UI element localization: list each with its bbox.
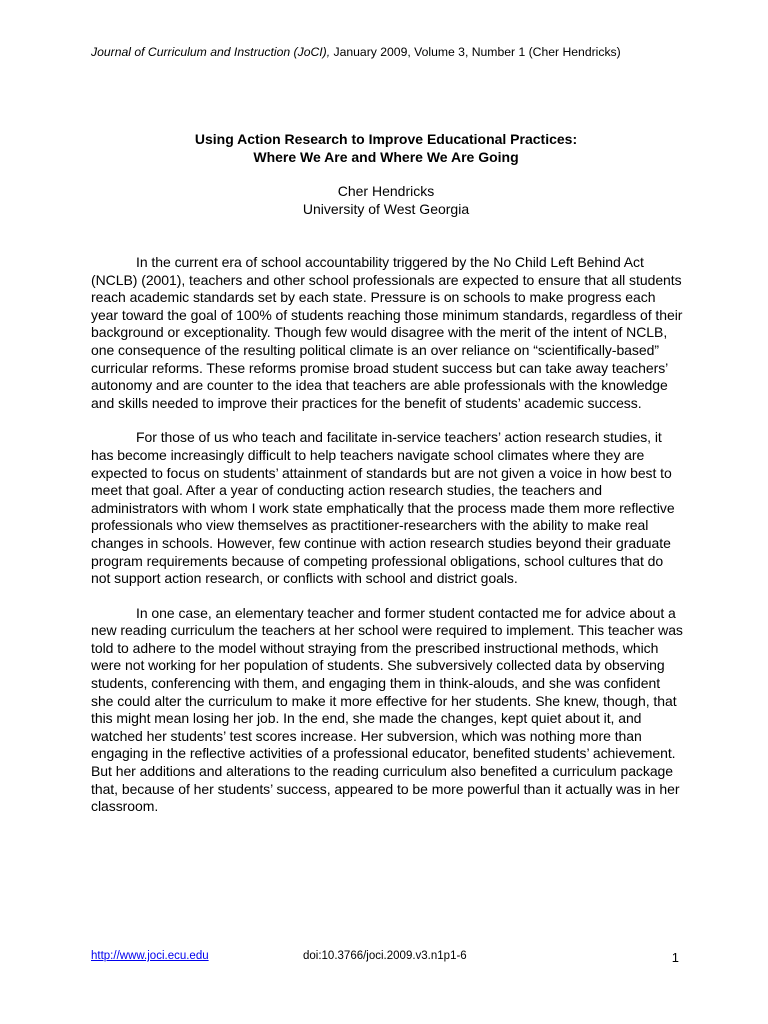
body-paragraph: In the current era of school accountability triggered by the No Child Left Behind Act (NCLB) (2001), teachers and other school professionals are expected to ensure that all students reach academic standards set by each state. Pressure is on schools to make progress each year toward the goal of 100% of students reaching those minimum standards, regardless of their background or exceptionality. Though few would disagree with the merit of the intent of NCLB, one consequence of the resulting political climate is an over reliance on “scientifically-based” curricular reforms. These reforms promise broad student success but can take away teachers’ autonomy and are counter to the idea that teachers are able professionals with the knowledge and skills needed to improve their practices for the benefit of students’ academic success. bbox=[91, 254, 683, 411]
journal-name: Journal of Curriculum and Instruction (JoCI), bbox=[91, 45, 331, 59]
page-footer bbox=[91, 950, 681, 968]
body-paragraph: In one case, an elementary teacher and former student contacted me for advice about a new reading curriculum the teachers at her school were required to implement. This teacher was told to adhere to the model without straying from the prescribed instructional methods, which were not working for her population of students. She subversively collected data by observing students, conferencing with them, and engaging them in think-alouds, and she was confident she could alter the curriculum to make it more effective for her students. She knew, though, that this might mean losing her job. In the end, she made the changes, kept quiet about it, and watched her students’ test scores increase. Her subversion, which was nothing more than engaging in the reflective activities of a professional educator, benefited students’ achievement. But her additions and alterations to the reading curriculum also benefited a curriculum package that, because of her students’ success, appeared to be more powerful than it actually was in her classroom. bbox=[91, 604, 683, 815]
page-number: 1 bbox=[671, 950, 679, 965]
journal-issue: January 2009, Volume 3, Number 1 (Cher Hendricks) bbox=[330, 45, 621, 59]
article-body bbox=[91, 254, 685, 833]
article-title-line-1: Using Action Research to Improve Educational Practices: bbox=[194, 131, 578, 147]
author-name: Cher Hendricks bbox=[337, 183, 435, 199]
author-block bbox=[91, 182, 681, 218]
running-head bbox=[91, 44, 691, 60]
body-paragraph: For those of us who teach and facilitate in-service teachers’ action research studies, it has become increasingly difficult to help teachers navigate school climates where they are expected to focus on students’ attainment of standards but are not given a voice in how best to meet that goal. After a year of conducting action research studies, the teachers and administrators with whom I work state emphatically that the process made them more reflective professionals who view themselves as practitioner-researchers with the ability to make real changes in schools. However, few continue with action research studies beyond their graduate program requirements because of competing professional obligations, school cultures that do not support action research, or conflicts with school and district goals. bbox=[91, 429, 675, 587]
journal-url-link[interactable]: http://www.joci.ecu.edu bbox=[91, 950, 209, 962]
author-affiliation: University of West Georgia bbox=[302, 201, 470, 217]
doi-text: doi:10.3766/joci.2009.v3.n1p1-6 bbox=[303, 950, 467, 962]
article-title-line-2: Where We Are and Where We Are Going bbox=[253, 149, 519, 165]
article-title bbox=[91, 130, 681, 166]
